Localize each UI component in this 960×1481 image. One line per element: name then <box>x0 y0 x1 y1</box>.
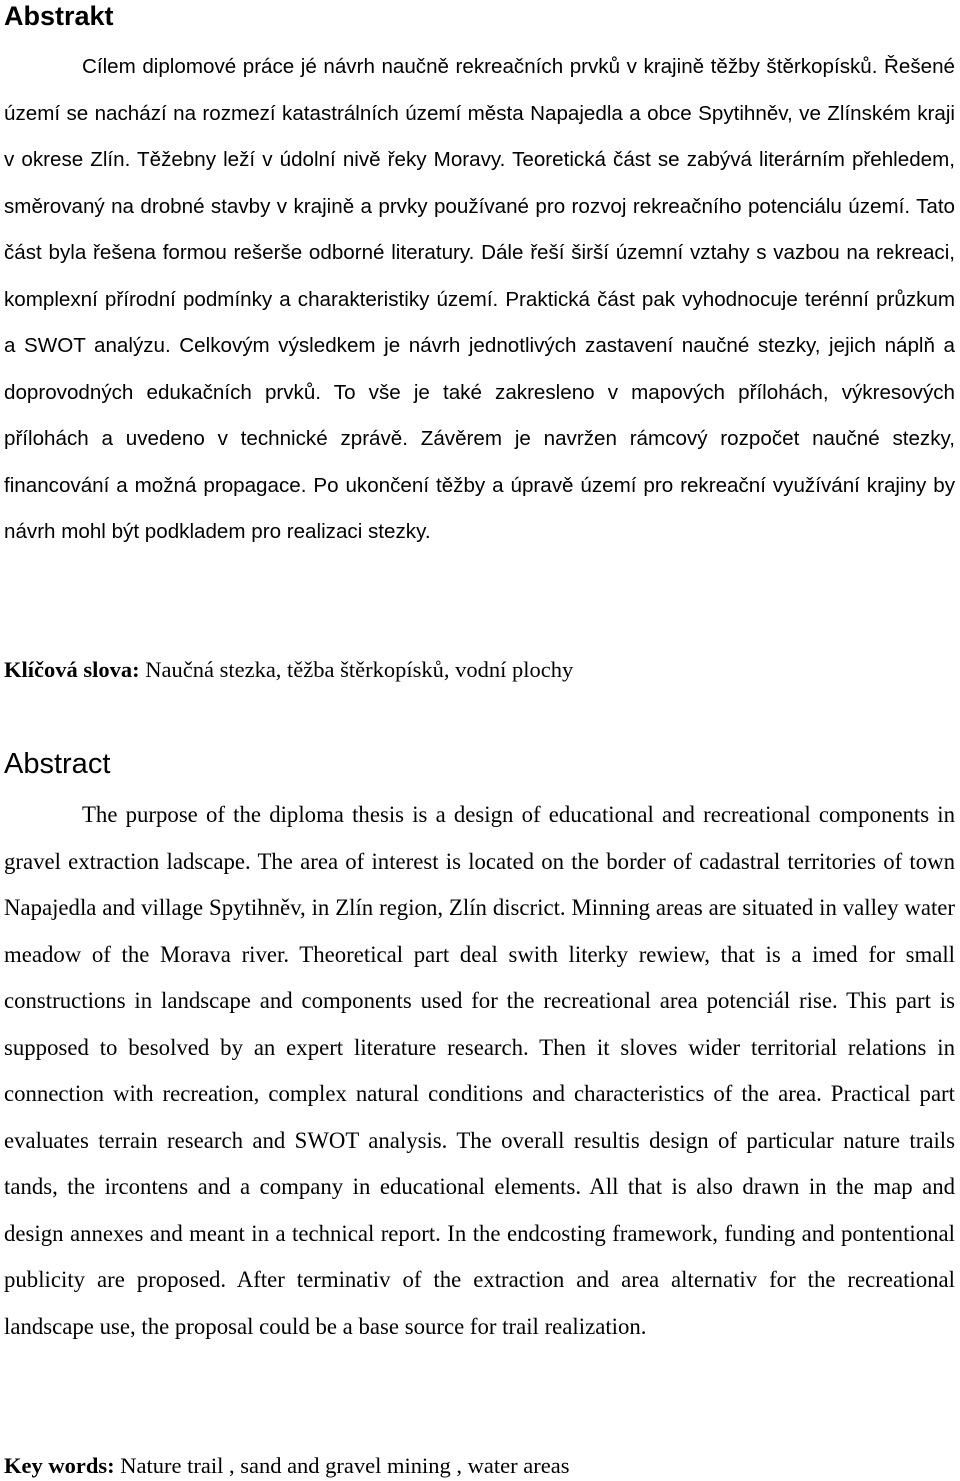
abstract-keywords-label: Key words: <box>4 1453 115 1478</box>
abstrakt-keywords <box>4 655 573 685</box>
abstract-heading: Abstract <box>4 748 111 780</box>
abstrakt-keywords-label: Klíčová slova: <box>4 657 140 682</box>
abstrakt-heading: Abstrakt <box>4 1 114 31</box>
abstrakt-keywords-value: Naučná stezka, těžba štěrkopísků, vodní plochy <box>139 657 574 682</box>
abstract-keywords-value: Nature trail , sand and gravel mining , water areas <box>114 1453 570 1478</box>
abstrakt-paragraph: Cílem diplomové práce jé návrh naučně rekreačních prvků v krajině těžby štěrkopísků. Řešené území se nachází na rozmezí katastrálních území města Napajedla a obce Spytihněv, ve Zlínském kraji v okrese Zlín. Těžebny leží v údolní nivě řeky Moravy. Teoretická část se zabývá literárním přehledem, směrovaný na drobné stavby v krajině a prvky používané pro rozvoj rekreačního potenciálu území. Tato část byla řešena formou rešerše odborné literatury. Dále řeší širší územní vztahy s vazbou na rekreaci, komplexní přírodní podmínky a charakteristiky území. Praktická část pak vyhodnocuje terénní průzkum a SWOT analýzu. Celkovým výsledkem je návrh jednotlivých zastavení naučné stezky, jejich náplň a doprovodných edukačních prvků. To vše je také zakresleno v mapových přílohách, výkresových přílohách a uvedeno v technické zprávě. Závěrem je navržen rámcový rozpočet naučné stezky, financování a možná propagace. Po ukončení těžby a úpravě území pro rekreační využívání krajiny by návrh mohl být podkladem pro realizaci stezky. <box>4 55 955 543</box>
abstract-paragraph: The purpose of the diploma thesis is a design of educational and recreational components in gravel extraction ladscape. The area of interest is located on the border of cadastral territories of town Napajedla and village Spytihněv, in Zlín region, Zlín discrict. Minning areas are situated in valley water meadow of the Morava river. Theoretical part deal swith literky rewiew, that is a imed for small constructions in landscape and components used for the recreational area potenciál rise. This part is supposed to besolved by an expert literature research. Then it sloves wider territorial relations in connection with recreation, complex natural conditions and characteristics of the area. Practical part evaluates terrain research and SWOT analysis. The overall resultis design of particular nature trails tands, the ircontens and a company in educational elements. All that is also drawn in the map and design annexes and meant in a technical report. In the endcosting framework, funding and pontentional publicity are proposed. After terminativ of the extraction and area alternativ for the recreational landscape use, the proposal could be a base source for trail realization. <box>4 802 955 1339</box>
abstract-keywords <box>4 1451 569 1481</box>
